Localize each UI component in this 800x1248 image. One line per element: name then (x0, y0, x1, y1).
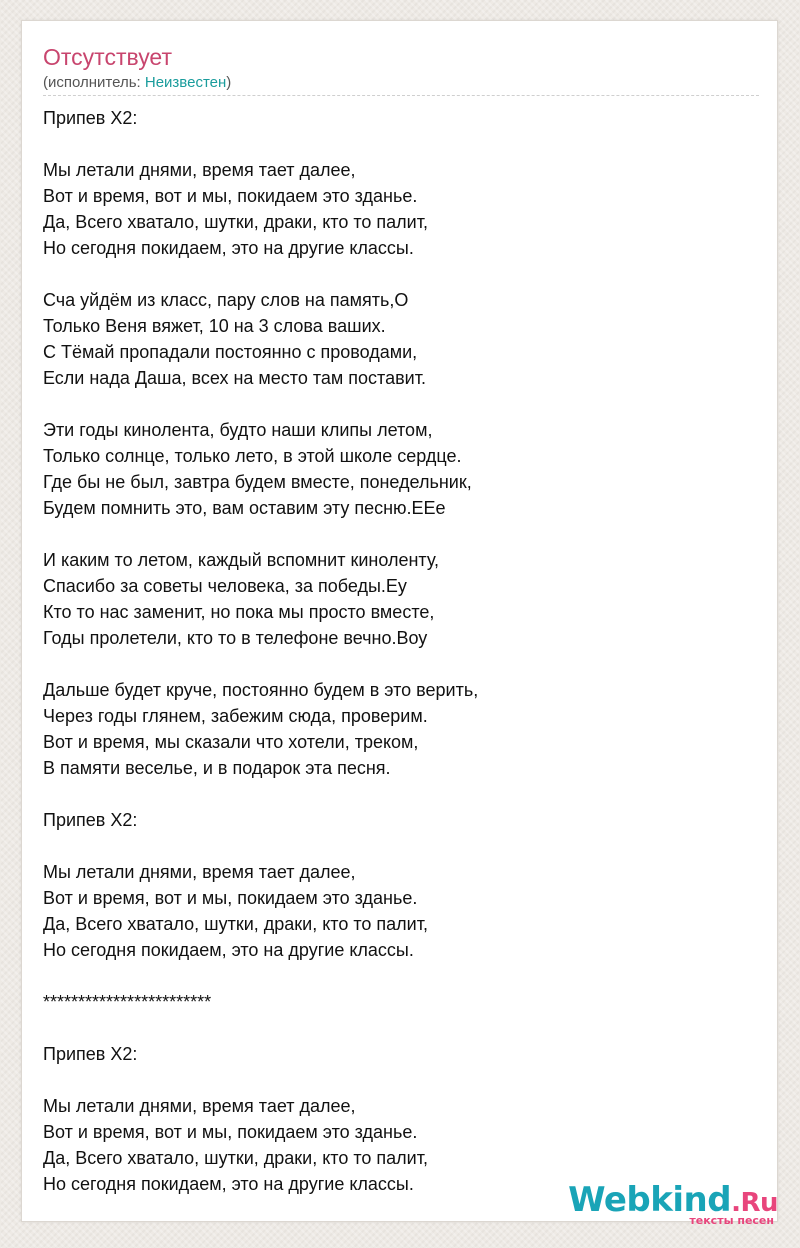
lyrics-line: Через годы глянем, забежим сюда, проверим. (43, 706, 428, 726)
lyrics-blank-line (43, 963, 758, 989)
site-watermark-logo (568, 1180, 778, 1230)
artist-link[interactable]: Неизвестен (144, 74, 227, 91)
lyrics-line: Только солнце, только лето, в этой школе сердце. (43, 446, 462, 466)
lyrics-blank-line (43, 261, 758, 287)
lyrics-blank-line (43, 131, 758, 157)
lyrics-blank-line (43, 781, 758, 807)
lyrics-line: В памяти веселье, и в подарок эта песня. (43, 758, 391, 778)
lyrics-line: Мы летали днями, время тает далее, (43, 862, 356, 882)
lyrics-line: Если нада Даша, всех на место там поставит. (43, 368, 426, 388)
lyrics-blank-line (43, 391, 758, 417)
lyrics-line: С Тёмай пропадали постоянно с проводами, (43, 342, 418, 362)
lyrics-line: Припев Х2: (43, 1044, 138, 1064)
artist-line (43, 74, 231, 92)
lyrics-line: Сча уйдём из класс, пару слов на память,О (43, 290, 409, 310)
watermark-tagline: тексты песен (689, 1214, 774, 1227)
lyrics-line: Дальше будет круче, постоянно будем в это верить, (43, 680, 479, 700)
lyrics-line: Эти годы кинолента, будто наши клипы летом, (43, 420, 433, 440)
lyrics-line: И каким то летом, каждый вспомнит киноленту, (43, 550, 440, 570)
lyrics-line: Спасибо за советы человека, за победы.Еу (43, 576, 407, 596)
lyrics-line: Вот и время, мы сказали что хотели, треком, (43, 732, 419, 752)
lyrics-line: Но сегодня покидаем, это на другие классы. (43, 1174, 414, 1194)
lyrics-line: Только Веня вяжет, 10 на 3 слова ваших. (43, 316, 386, 336)
lyrics-line: Мы летали днями, время тает далее, (43, 160, 356, 180)
artist-prefix: (исполнитель: (43, 74, 145, 91)
lyrics-blank-line (43, 521, 758, 547)
lyrics-blank-line (43, 1067, 758, 1093)
lyrics-text (43, 105, 758, 1197)
lyrics-line: Мы летали днями, время тает далее, (43, 1096, 356, 1116)
lyrics-line: Где бы не был, завтра будем вместе, понедельник, (43, 472, 472, 492)
lyrics-line: Вот и время, вот и мы, покидаем это зданье. (43, 1122, 418, 1142)
lyrics-blank-line (43, 1015, 758, 1041)
lyrics-line: ************************ (43, 992, 212, 1012)
watermark-brand-name: Webkind (568, 1180, 732, 1220)
song-title: Отсутствует (43, 44, 172, 70)
lyrics-line: Будем помнить это, вам оставим эту песню.ЕЕе (43, 498, 446, 518)
watermark-brand-tld: .Ru (731, 1188, 778, 1218)
lyrics-line: Кто то нас заменит, но пока мы просто вместе, (43, 602, 435, 622)
lyrics-line: Но сегодня покидаем, это на другие классы. (43, 238, 414, 258)
lyrics-line: Припев Х2: (43, 108, 138, 128)
lyrics-line: Но сегодня покидаем, это на другие классы. (43, 940, 414, 960)
lyrics-line: Да, Всего хватало, шутки, драки, кто то палит, (43, 212, 428, 232)
lyrics-blank-line (43, 651, 758, 677)
lyrics-card (21, 20, 778, 1222)
lyrics-line: Вот и время, вот и мы, покидаем это зданье. (43, 186, 418, 206)
lyrics-line: Да, Всего хватало, шутки, драки, кто то палит, (43, 914, 428, 934)
artist-suffix: ) (226, 74, 232, 91)
lyrics-line: Вот и время, вот и мы, покидаем это зданье. (43, 888, 418, 908)
lyrics-blank-line (43, 833, 758, 859)
lyrics-line: Припев Х2: (43, 810, 138, 830)
lyrics-line: Да, Всего хватало, шутки, драки, кто то палит, (43, 1148, 428, 1168)
lyrics-line: Годы пролетели, кто то в телефоне вечно.Воу (43, 628, 428, 648)
header-divider (43, 95, 759, 96)
